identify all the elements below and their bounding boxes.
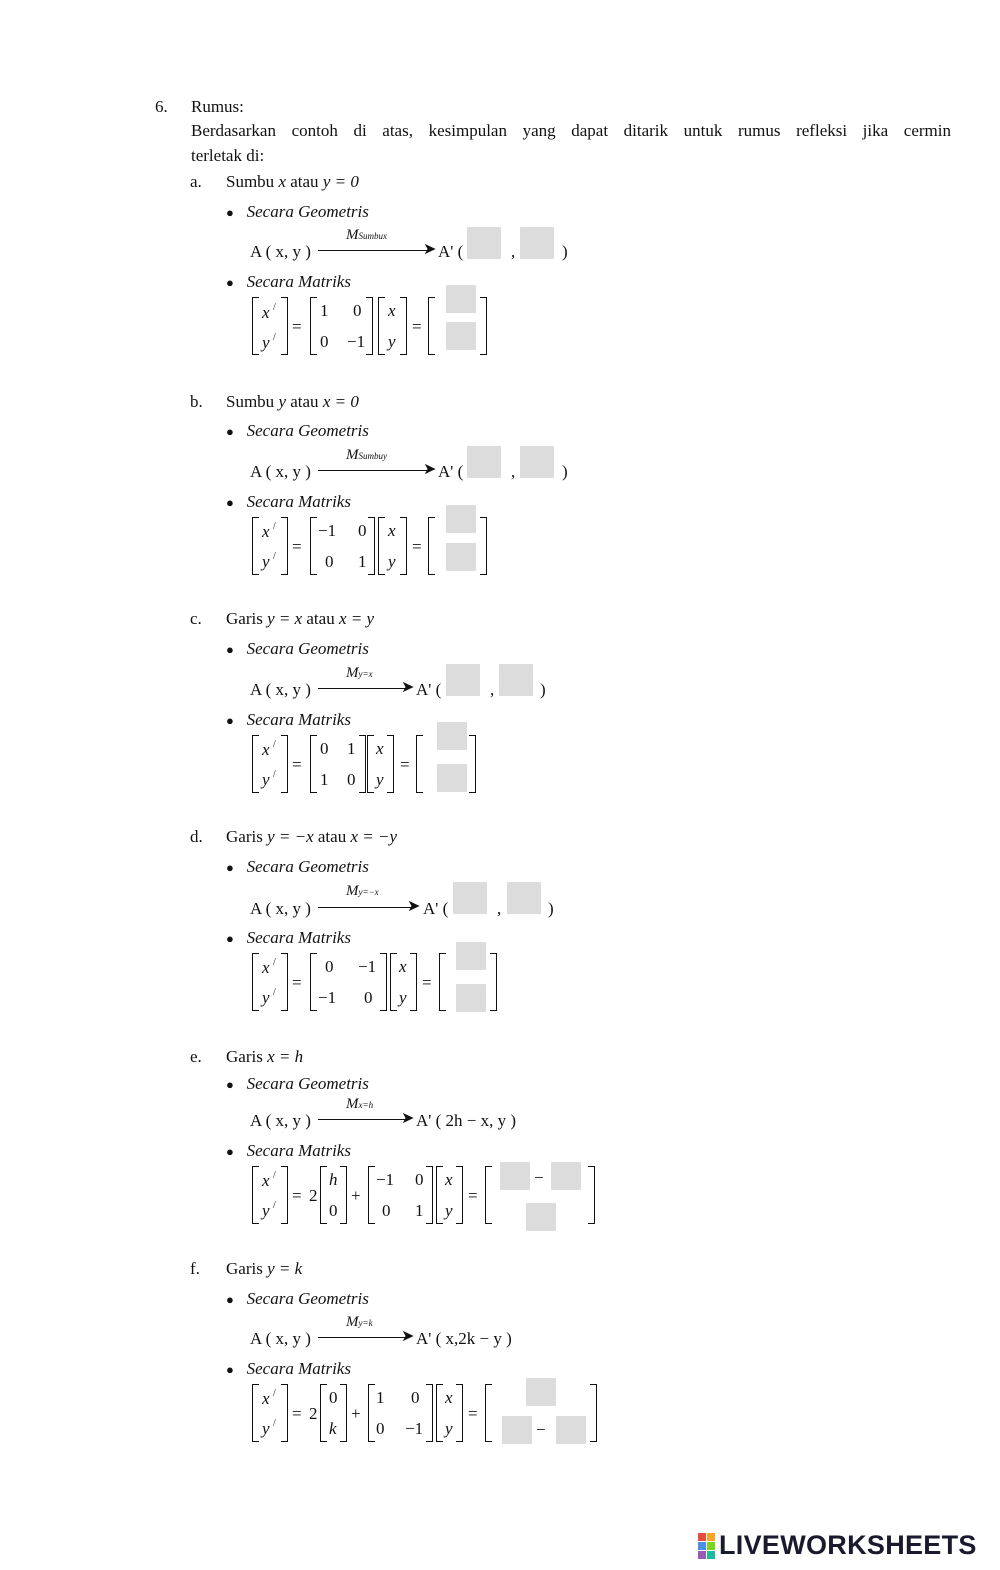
answer-blank[interactable] (467, 227, 501, 259)
mapping-label: My=−x (346, 883, 379, 899)
geo-source: A ( x, y ) (250, 680, 311, 699)
section-heading: Garis y = x atau x = y (226, 609, 375, 628)
bullet-geometris: ● Secara Geometris (226, 1289, 369, 1308)
geo-image-prefix: A' ( (438, 242, 464, 261)
bullet-matriks: ● Secara Matriks (226, 492, 351, 511)
answer-blank[interactable] (453, 882, 487, 914)
intro-line-2: terletak di: (191, 146, 265, 165)
answer-blank[interactable] (502, 1416, 532, 1444)
section-heading: Garis y = k (226, 1259, 303, 1278)
bullet-geometris: ● Secara Geometris (226, 421, 369, 440)
answer-blank[interactable] (446, 664, 480, 696)
bullet-geometris: ● Secara Geometris (226, 639, 369, 658)
section-letter: f. (190, 1259, 200, 1278)
answer-blank[interactable] (437, 764, 467, 792)
comma: , (490, 680, 495, 699)
question-title: Rumus: (191, 97, 244, 116)
answer-blank[interactable] (526, 1203, 556, 1231)
answer-blank[interactable] (520, 227, 554, 259)
comma: , (497, 899, 502, 918)
bullet-matriks: ● Secara Matriks (226, 1141, 351, 1160)
mapping-arrow (318, 907, 414, 908)
arrow-head-icon: ➤ (423, 461, 437, 478)
section-letter: c. (190, 609, 202, 628)
bullet-geometris: ● Secara Geometris (226, 1074, 369, 1093)
answer-blank[interactable] (526, 1378, 556, 1406)
geo-source: A ( x, y ) (250, 242, 311, 261)
bullet-matriks: ● Secara Matriks (226, 928, 351, 947)
geo-result: A' ( x,2k − y ) (416, 1329, 512, 1348)
mapping-arrow (318, 250, 430, 251)
answer-blank[interactable] (467, 446, 501, 478)
answer-blank[interactable] (556, 1416, 586, 1444)
liveworksheets-logo (698, 1530, 977, 1561)
geo-image-prefix: A' ( (423, 899, 449, 918)
answer-blank[interactable] (446, 505, 476, 533)
geo-result: A' ( 2h − x, y ) (416, 1111, 516, 1130)
geo-source: A ( x, y ) (250, 899, 311, 918)
logo-mark-icon (698, 1533, 715, 1559)
arrow-head-icon: ➤ (407, 898, 421, 915)
bullet-geometris: ● Secara Geometris (226, 857, 369, 876)
bullet-geometris: ● Secara Geometris (226, 202, 369, 221)
answer-blank[interactable] (446, 322, 476, 350)
section-letter: e. (190, 1047, 202, 1066)
answer-blank[interactable] (520, 446, 554, 478)
section-heading: Sumbu y atau x = 0 (226, 392, 359, 411)
close-paren: ) (562, 462, 568, 481)
brand-name: LIVEWORKSHEETS (719, 1530, 977, 1560)
section-letter: b. (190, 392, 203, 411)
mapping-arrow (318, 688, 408, 689)
mapping-label: MSumbuy (346, 447, 387, 463)
bullet-matriks: ● Secara Matriks (226, 272, 351, 291)
answer-blank[interactable] (437, 722, 467, 750)
answer-blank[interactable] (507, 882, 541, 914)
section-heading: Garis x = h (226, 1047, 304, 1066)
mapping-label: My=x (346, 665, 373, 681)
section-letter: a. (190, 172, 202, 191)
close-paren: ) (540, 680, 546, 699)
answer-blank[interactable] (456, 984, 486, 1012)
mapping-label: My=k (346, 1314, 373, 1330)
arrow-head-icon: ➤ (401, 679, 415, 696)
geo-source: A ( x, y ) (250, 462, 311, 481)
geo-image-prefix: A' ( (416, 680, 442, 699)
close-paren: ) (548, 899, 554, 918)
bullet-matriks: ● Secara Matriks (226, 1359, 351, 1378)
bullet-matriks: ● Secara Matriks (226, 710, 351, 729)
answer-blank[interactable] (446, 285, 476, 313)
geo-source: A ( x, y ) (250, 1329, 311, 1348)
comma: , (511, 462, 516, 481)
section-letter: d. (190, 827, 203, 846)
close-paren: ) (562, 242, 568, 261)
arrow-head-icon: ➤ (401, 1328, 415, 1345)
answer-blank[interactable] (456, 942, 486, 970)
intro-line-1: Berdasarkan contoh di atas, kesimpulan yang dapat ditarik untuk rumus refleksi jika cermin (191, 121, 951, 140)
mapping-label: Mx=h (346, 1096, 374, 1112)
arrow-head-icon: ➤ (401, 1110, 415, 1127)
answer-blank[interactable] (551, 1162, 581, 1190)
mapping-label: MSumbux (346, 227, 387, 243)
question-number: 6. (155, 97, 168, 116)
answer-blank[interactable] (446, 543, 476, 571)
arrow-head-icon: ➤ (423, 241, 437, 258)
answer-blank[interactable] (500, 1162, 530, 1190)
answer-blank[interactable] (499, 664, 533, 696)
geo-image-prefix: A' ( (438, 462, 464, 481)
mapping-arrow (318, 470, 430, 471)
section-heading: Sumbu x atau y = 0 (226, 172, 359, 191)
mapping-arrow (318, 1337, 408, 1338)
mapping-arrow (318, 1119, 408, 1120)
geo-source: A ( x, y ) (250, 1111, 311, 1130)
section-heading: Garis y = −x atau x = −y (226, 827, 397, 846)
comma: , (511, 242, 516, 261)
